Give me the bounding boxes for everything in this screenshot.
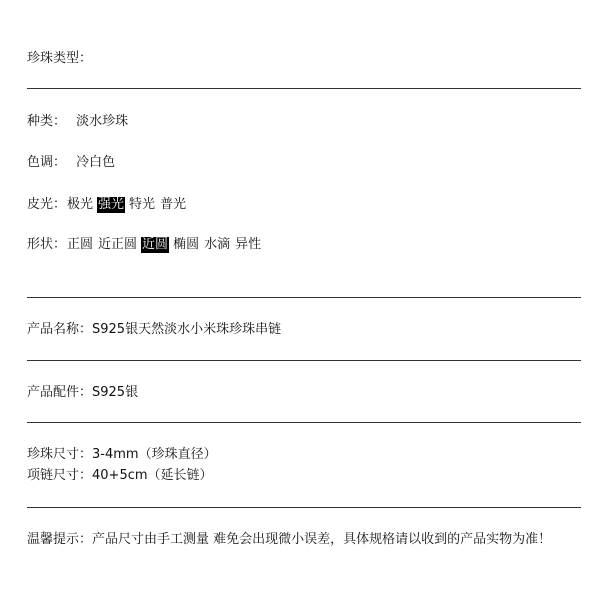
luster-option: 普光 <box>160 197 187 212</box>
shape-option: 异性 <box>235 237 262 252</box>
pearl-size-row <box>27 447 217 463</box>
accessory-label: 产品配件： <box>27 385 93 400</box>
shape-option: 正圆 <box>67 237 94 252</box>
accessory-value: S925银 <box>92 385 139 400</box>
color-value: 冷白色 <box>76 155 116 170</box>
kind-row <box>27 114 128 130</box>
product-name-label: 产品名称： <box>27 322 93 337</box>
shape-option: 近圆 <box>142 237 169 252</box>
chain-size-label: 项链尺寸： <box>27 468 93 483</box>
product-name-row <box>27 322 281 338</box>
shape-option: 水滴 <box>204 237 231 252</box>
luster-row <box>27 197 190 213</box>
chain-size-value: 40+5cm（延长链） <box>92 468 213 483</box>
shape-option: 椭圆 <box>173 237 200 252</box>
luster-option: 特光 <box>129 197 156 212</box>
color-row <box>27 155 115 171</box>
pearl-size-label: 珍珠尺寸： <box>27 447 93 462</box>
shape-row <box>27 237 265 253</box>
pearl-size-value: 3-4mm（珍珠直径） <box>92 447 217 462</box>
section-divider <box>27 422 581 423</box>
chain-size-row <box>27 468 213 484</box>
kind-label: 种类： <box>27 114 67 129</box>
section-divider <box>27 360 581 361</box>
shape-label: 形状： <box>27 237 67 252</box>
pearl-type-heading: 珍珠类型： <box>27 51 93 66</box>
luster-label: 皮光： <box>27 197 67 212</box>
accessory-row <box>27 385 138 401</box>
notice-text: 温馨提示：产品尺寸由手工测量 难免会出现微小误差，具体规格请以收到的产品实物为准！ <box>27 532 552 547</box>
product-name-value: S925银天然淡水小米珠珍珠串链 <box>92 322 282 337</box>
section-divider <box>27 507 581 508</box>
section-divider <box>27 297 581 298</box>
section-divider <box>27 88 581 89</box>
kind-value: 淡水珍珠 <box>76 114 129 129</box>
shape-option: 近正圆 <box>98 237 138 252</box>
color-label: 色调： <box>27 155 67 170</box>
luster-option: 极光 <box>67 197 94 212</box>
luster-option: 强光 <box>98 197 125 212</box>
